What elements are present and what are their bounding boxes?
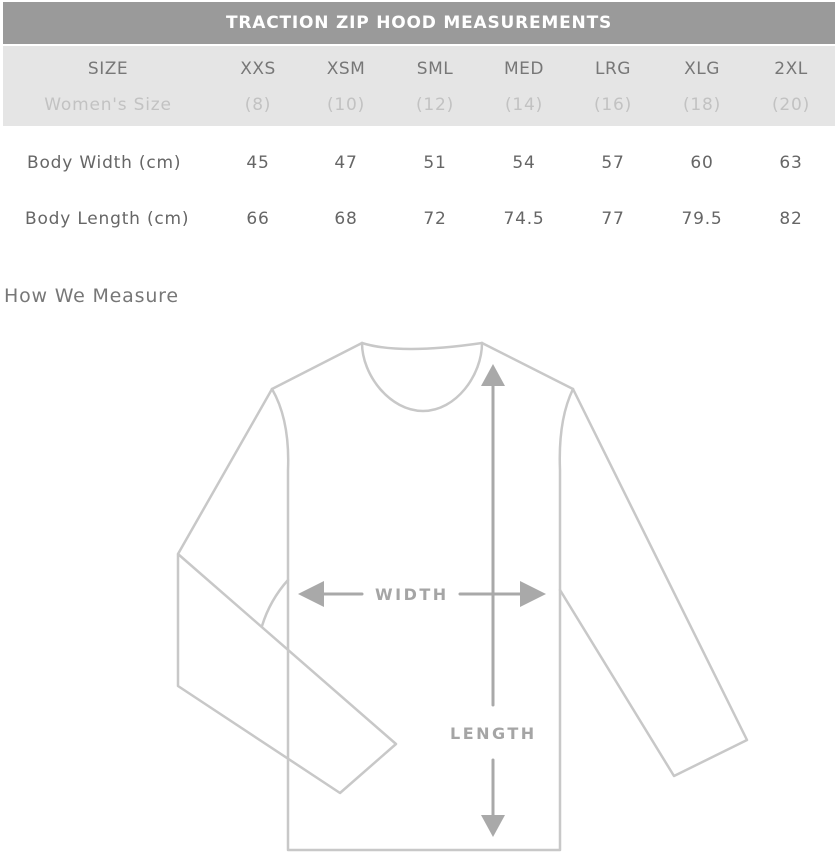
width-label: WIDTH (375, 585, 449, 604)
body-length-sml: 72 (423, 209, 447, 229)
size-xxs: XXS (240, 59, 276, 79)
body-length-med: 74.5 (503, 209, 545, 229)
length-arrowhead-bottom (481, 815, 505, 837)
length-arrowhead-top (481, 364, 505, 386)
size-header-label: SIZE (87, 59, 129, 79)
womens-size-xlg: (18) (682, 95, 722, 115)
body-width-xlg: 60 (690, 153, 714, 173)
length-label: LENGTH (450, 724, 537, 743)
body-width-xsm: 47 (334, 153, 358, 173)
table-title: TRACTION ZIP HOOD MEASUREMENTS (225, 13, 613, 33)
womens-size-label: Women's Size (44, 95, 172, 115)
width-arrowhead-left (298, 581, 324, 607)
body-width-xxs: 45 (246, 153, 270, 173)
size-xsm: XSM (326, 59, 366, 79)
body-length-2xl: 82 (779, 209, 803, 229)
womens-size-xsm: (10) (326, 95, 366, 115)
womens-size-xxs: (8) (244, 95, 272, 115)
body-length-lrg: 77 (601, 209, 625, 229)
garment-neck-opening (362, 343, 482, 349)
womens-size-2xl: (20) (771, 95, 811, 115)
womens-size-sml: (12) (415, 95, 455, 115)
womens-size-med: (14) (504, 95, 544, 115)
size-xlg: XLG (684, 59, 720, 79)
size-sml: SML (416, 59, 454, 79)
how-we-measure-title: How We Measure (4, 285, 179, 307)
body-length-xsm: 68 (334, 209, 358, 229)
body-length-xxs: 66 (246, 209, 270, 229)
body-length-label: Body Length (cm) (25, 209, 190, 229)
body-width-lrg: 57 (601, 153, 625, 173)
size-lrg: LRG (595, 59, 631, 79)
body-length-xlg: 79.5 (681, 209, 723, 229)
width-arrowhead-right (520, 581, 546, 607)
garment-right-sleeve (560, 389, 747, 776)
body-width-label: Body Width (cm) (27, 153, 182, 173)
body-width-sml: 51 (423, 153, 447, 173)
womens-size-lrg: (16) (593, 95, 633, 115)
garment-neckline (362, 343, 482, 411)
body-width-med: 54 (512, 153, 536, 173)
size-med: MED (504, 59, 544, 79)
size-2xl: 2XL (774, 59, 808, 79)
body-width-2xl: 63 (779, 153, 803, 173)
